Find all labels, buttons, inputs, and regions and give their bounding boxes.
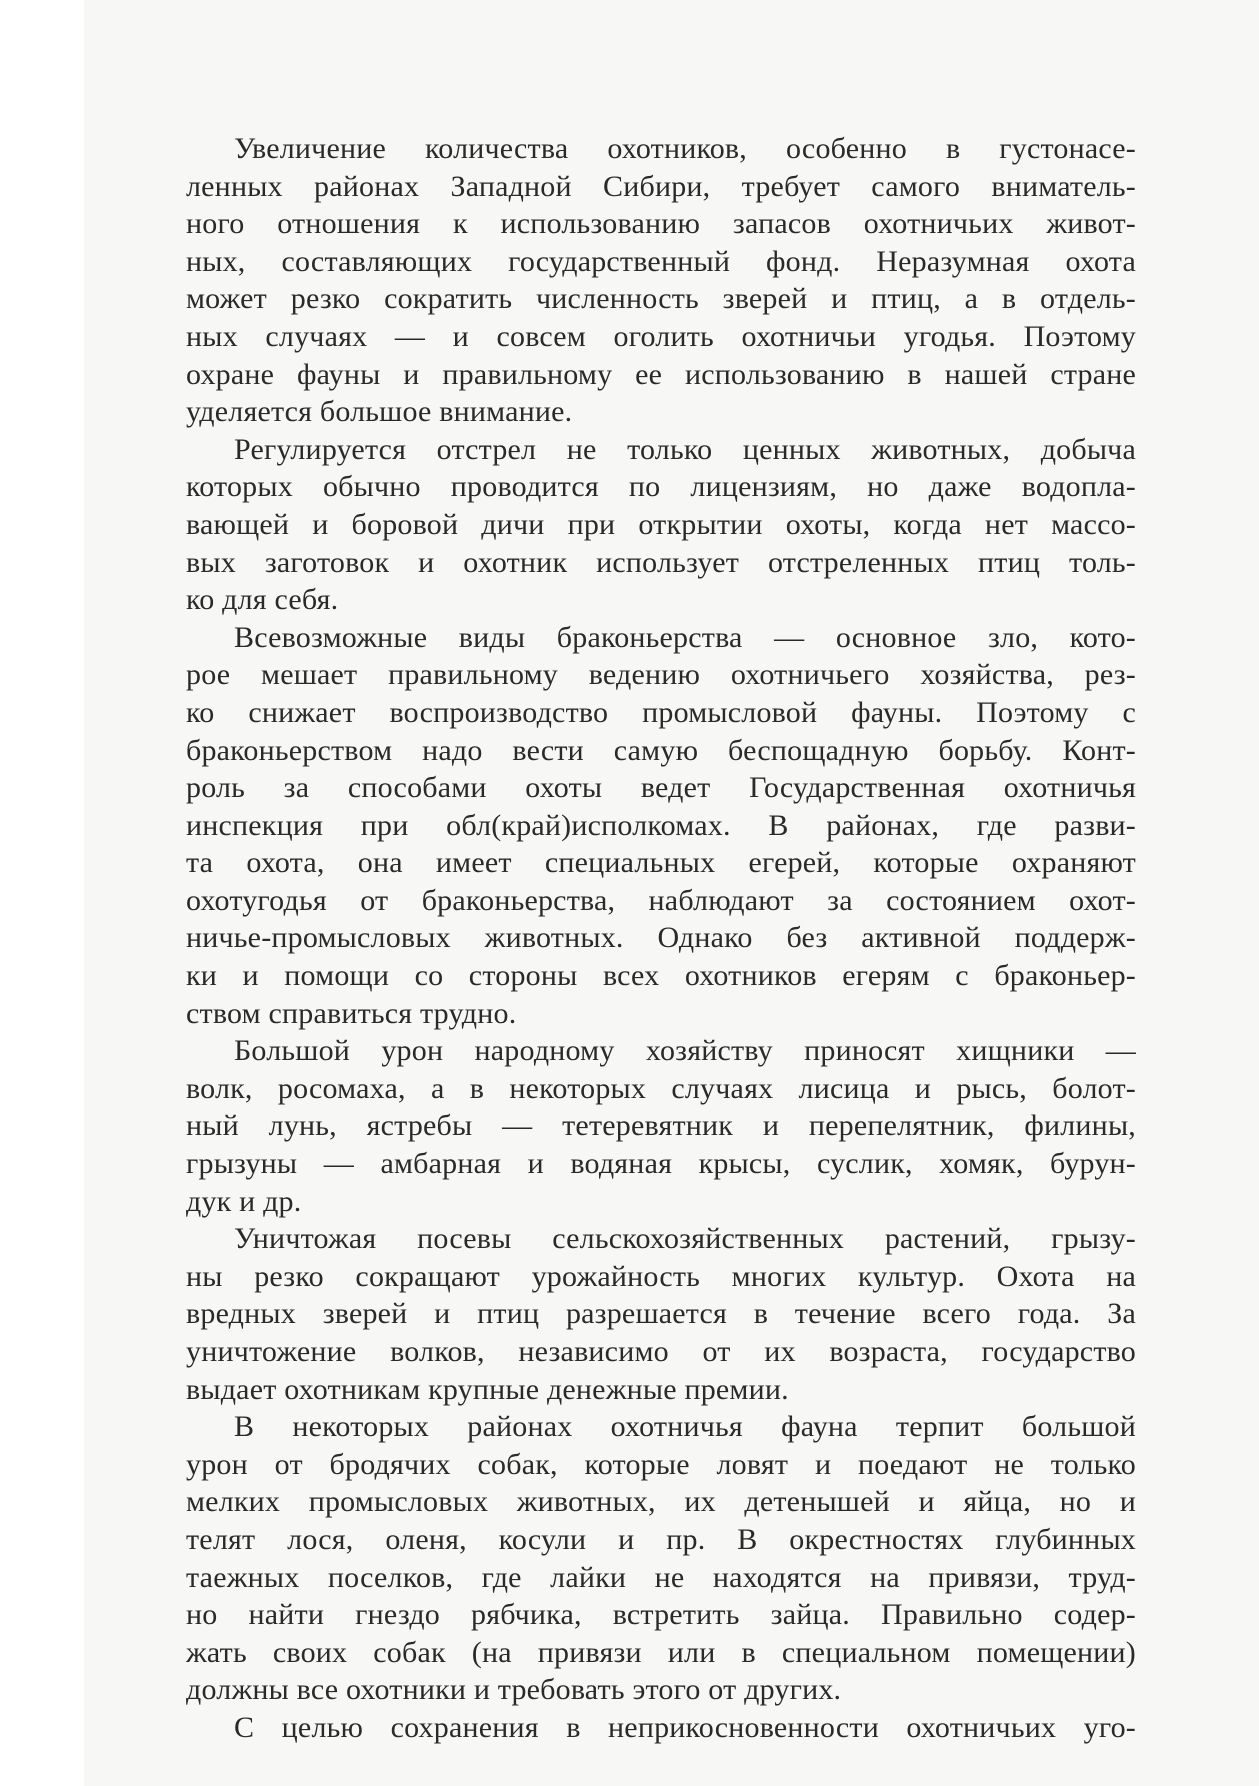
text-line: инспекция при обл(край)исполкомах. В районах, где разви- <box>186 808 1136 842</box>
text-line: уделяется большое внимание. <box>186 395 573 429</box>
text-line: вых заготовок и охотник использует отстреленных птиц толь- <box>186 545 1136 579</box>
text-line: должны все охотники и требовать этого от других. <box>186 1673 842 1707</box>
text-line: волк, росомаха, а в некоторых случаях лисица и рысь, болот- <box>186 1071 1136 1105</box>
text-line: Регулируется отстрел не только ценных животных, добыча <box>234 432 1136 466</box>
text-line: урон от бродячих собак, которые ловят и поедают не только <box>186 1447 1136 1481</box>
text-line: охотугодья от браконьерства, наблюдают за состоянием охот- <box>186 883 1136 917</box>
text-line: В некоторых районах охотничья фауна терпит большой <box>234 1410 1136 1444</box>
text-line: Большой урон народному хозяйству приносят хищники — <box>234 1034 1136 1068</box>
text-line: выдает охотникам крупные денежные премии. <box>186 1372 789 1406</box>
text-line: мелких промысловых животных, их детенышей и яйца, но и <box>186 1485 1136 1519</box>
text-line: дук и др. <box>186 1184 302 1218</box>
text-line: ко снижает воспроизводство промысловой фауны. Поэтому с <box>186 695 1136 729</box>
text-line: ничье-промысловых животных. Однако без активной поддерж- <box>186 921 1136 955</box>
text-line: которых обычно проводится по лицензиям, но даже водопла- <box>186 470 1136 504</box>
text-line: браконьерством надо вести самую беспощадную борьбу. Конт- <box>186 733 1136 767</box>
text-line: телят лося, оленя, косули и пр. В окрестностях глубинных <box>186 1522 1136 1556</box>
text-line: грызуны — амбарная и водяная крысы, суслик, хомяк, бурун- <box>186 1147 1136 1181</box>
text-line: ных, составляющих государственный фонд. Неразумная охота <box>186 244 1136 278</box>
text-line: может резко сократить численность зверей и птиц, а в отдель- <box>186 282 1136 316</box>
text-line: ко для себя. <box>186 583 339 617</box>
text-line: ством справиться трудно. <box>186 996 517 1030</box>
text-line: ный лунь, ястребы — тетеревятник и перепелятник, филины, <box>186 1109 1136 1143</box>
text-line: та охота, она имеет специальных егерей, которые охраняют <box>186 846 1136 880</box>
text-line: охране фауны и правильному ее использованию в нашей стране <box>186 357 1136 391</box>
text-line: но найти гнездо рябчика, встретить зайца. Правильно содер- <box>186 1598 1136 1632</box>
text-line: вредных зверей и птиц разрешается в течение всего года. За <box>186 1297 1136 1331</box>
text-line: С целью сохранения в неприкосновенности охотничьих уго- <box>234 1710 1136 1744</box>
text-line: вающей и боровой дичи при открытии охоты, когда нет массо- <box>186 507 1136 541</box>
text-line: Всевозможные виды браконьерства — основное зло, кото- <box>234 620 1136 654</box>
text-line: Уничтожая посевы сельскохозяйственных растений, грызу- <box>234 1222 1136 1256</box>
text-line: ных случаях — и совсем оголить охотничьи угодья. Поэтому <box>186 319 1136 353</box>
text-line: таежных поселков, где лайки не находятся на привязи, труд- <box>186 1560 1136 1594</box>
body-text <box>186 130 1136 1747</box>
text-line: ного отношения к использованию запасов охотничьих живот- <box>186 207 1136 241</box>
text-line: ки и помощи со стороны всех охотников егерям с браконьер- <box>186 959 1136 993</box>
text-line: роль за способами охоты ведет Государственная охотничья <box>186 771 1136 805</box>
text-line: жать своих собак (на привязи или в специальном помещении) <box>186 1635 1136 1669</box>
text-line: ны резко сокращают урожайность многих культур. Охота на <box>186 1259 1136 1293</box>
text-line: ленных районах Западной Сибири, требует самого вниматель- <box>186 169 1136 203</box>
text-line: рое мешает правильному ведению охотничьего хозяйства, рез- <box>186 658 1136 692</box>
text-line: Увеличение количества охотников, особенно в густонасе- <box>234 132 1136 165</box>
text-line: уничтожение волков, независимо от их возраста, государство <box>186 1335 1136 1368</box>
